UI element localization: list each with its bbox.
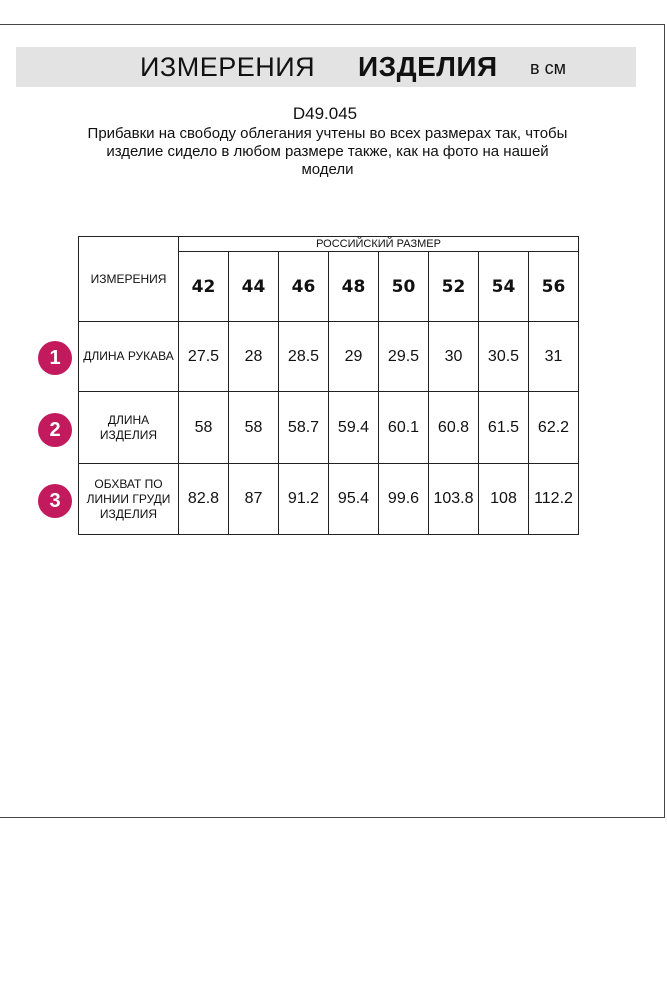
article-code: D49.045 [292, 104, 358, 123]
row-label [79, 464, 179, 535]
value-cell: 87 [229, 464, 279, 535]
title-banner [16, 47, 636, 87]
value-cell: 58.7 [279, 392, 329, 464]
value-cell: 29 [329, 322, 379, 392]
value-cell: 60.8 [429, 392, 479, 464]
value-cell: 112.2 [529, 464, 579, 535]
value-cell: 62.2 [529, 392, 579, 464]
row-label [79, 322, 179, 392]
value-cell: 31 [529, 322, 579, 392]
value-cell: 99.6 [379, 464, 429, 535]
row-label-line: ДЛИНА [107, 412, 150, 427]
value-cell: 61.5 [479, 392, 529, 464]
table-row-sleeve-length [79, 322, 579, 392]
size-header: 54 [479, 252, 529, 322]
fit-note-line: Прибавки на свободу облегания учтены во всех размерах так, чтобы [87, 125, 568, 142]
row-label-line: ДЛИНА РУКАВА [83, 349, 174, 363]
value-cell: 29.5 [379, 322, 429, 392]
number-badge-3: 3 [38, 484, 72, 518]
number-badge-1: 1 [38, 341, 72, 375]
row-label-line: ИЗДЕЛИЯ [99, 506, 158, 521]
size-header: 50 [379, 252, 429, 322]
table-header-row [79, 237, 579, 252]
value-cell: 30.5 [479, 322, 529, 392]
value-cell: 28 [229, 322, 279, 392]
fit-note-line: изделие сидело в любом размере также, как на фото на нашей [106, 143, 549, 160]
value-cell: 108 [479, 464, 529, 535]
row-label-line: ИЗДЕЛИЯ [99, 427, 158, 442]
size-header: 52 [429, 252, 479, 322]
fit-note [60, 125, 595, 179]
size-header: 42 [179, 252, 229, 322]
title-word-product: ИЗДЕЛИЯ [358, 51, 498, 82]
value-cell: 30 [429, 322, 479, 392]
corner-label: ИЗМЕРЕНИЯ [79, 237, 179, 322]
value-cell: 60.1 [379, 392, 429, 464]
value-cell: 95.4 [329, 464, 379, 535]
fit-note-line: модели [301, 161, 354, 178]
table-row-chest-girth [79, 464, 579, 535]
row-label [79, 392, 179, 464]
size-header: 46 [279, 252, 329, 322]
row-label-line: ЛИНИИ ГРУДИ [86, 491, 171, 506]
number-badge-2: 2 [38, 413, 72, 447]
size-header: 56 [529, 252, 579, 322]
value-cell: 27.5 [179, 322, 229, 392]
table-row-product-length [79, 392, 579, 464]
size-group-label: РОССИЙСКИЙ РАЗМЕР [179, 237, 579, 252]
value-cell: 103.8 [429, 464, 479, 535]
value-cell: 58 [229, 392, 279, 464]
size-table [78, 236, 579, 535]
value-cell: 91.2 [279, 464, 329, 535]
value-cell: 82.8 [179, 464, 229, 535]
value-cell: 58 [179, 392, 229, 464]
size-header: 44 [229, 252, 279, 322]
value-cell: 59.4 [329, 392, 379, 464]
size-header: 48 [329, 252, 379, 322]
row-label-line: ОБХВАТ ПО [94, 476, 163, 491]
title-word-measurements: ИЗМЕРЕНИЯ [140, 52, 316, 82]
title-unit: в см [530, 58, 566, 78]
value-cell: 28.5 [279, 322, 329, 392]
